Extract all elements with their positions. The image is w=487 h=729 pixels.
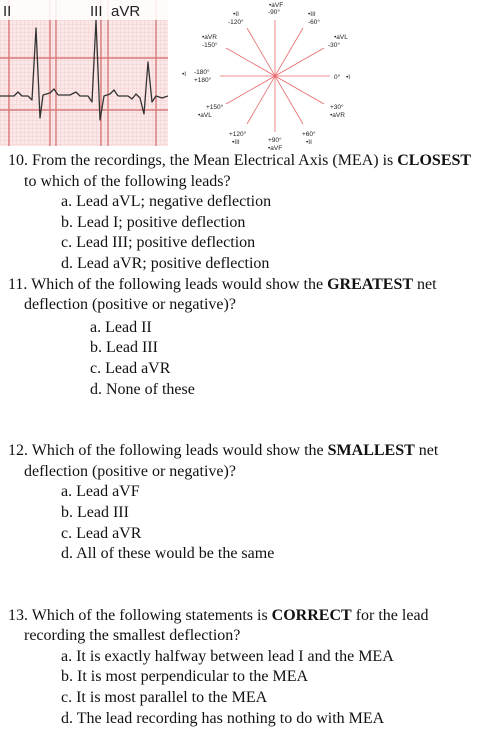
question-10-option-c[interactable]: c. Lead III; positive deflection xyxy=(61,234,256,252)
svg-text:•III: •III xyxy=(308,11,316,18)
question-11-option-d[interactable]: d. None of these xyxy=(90,380,195,398)
hexaxial-wheel xyxy=(180,0,370,156)
ecg-label-avr: aVR xyxy=(111,3,141,20)
question-13-option-b[interactable]: b. It is most perpendicular to the MEA xyxy=(61,668,309,686)
svg-text:•III: •III xyxy=(232,139,240,146)
svg-text:•aVR: •aVR xyxy=(330,112,345,119)
question-10-stem: 10. From the recordings, the Mean Electrical Axis (MEA) is CLOSEST to which of the following leads? xyxy=(8,152,472,190)
svg-text:•II: •II xyxy=(306,139,312,146)
question-10-option-d[interactable]: d. Lead aVR; positive deflection xyxy=(61,254,270,272)
svg-text:•I: •I xyxy=(346,74,351,81)
svg-text:-150°: -150° xyxy=(202,42,218,49)
question-13-option-a[interactable]: a. It is exactly halfway between lead I and the MEA xyxy=(61,647,394,665)
svg-text:+60°: +60° xyxy=(302,131,316,138)
svg-text:+30°: +30° xyxy=(330,104,344,111)
svg-text:•aVR: •aVR xyxy=(202,34,217,41)
svg-text:-30°: -30° xyxy=(328,42,340,49)
question-11-option-c[interactable]: c. Lead aVR xyxy=(90,359,171,377)
question-12-option-d[interactable]: d. All of these would be the same xyxy=(61,545,275,563)
svg-text:•aVF: •aVF xyxy=(268,145,283,152)
question-11-option-b[interactable]: b. Lead III xyxy=(90,339,158,357)
svg-text:0°: 0° xyxy=(334,74,341,81)
svg-text:•aVF: •aVF xyxy=(269,2,284,9)
question-12-option-a[interactable]: a. Lead aVF xyxy=(61,483,140,501)
svg-text:-60°: -60° xyxy=(308,19,320,26)
question-12-option-b[interactable]: b. Lead III xyxy=(61,503,129,521)
svg-text:+90°: +90° xyxy=(268,137,282,144)
ecg-label-ii: II xyxy=(3,3,12,20)
question-10-option-b[interactable]: b. Lead I; positive deflection xyxy=(61,213,246,231)
svg-text:•aVL: •aVL xyxy=(198,112,212,119)
svg-text:-120°: -120° xyxy=(228,19,244,26)
question-10-option-a[interactable]: a. Lead aVL; negative deflection xyxy=(61,193,272,211)
axis-labels xyxy=(182,2,350,152)
svg-text:+180°: +180° xyxy=(194,77,212,84)
svg-text:•I: •I xyxy=(182,71,187,78)
question-11-stem: 11. Which of the following leads would show the GREATEST net deflection (positive or negative)? xyxy=(8,275,437,314)
svg-text:+120°: +120° xyxy=(229,131,247,138)
svg-text:•II: •II xyxy=(233,11,239,18)
svg-text:-180°: -180° xyxy=(194,69,210,76)
question-13-option-c[interactable]: c. It is most parallel to the MEA xyxy=(61,689,268,707)
question-12-option-c[interactable]: c. Lead aVR xyxy=(61,524,142,542)
svg-text:-90°: -90° xyxy=(268,9,280,16)
question-11-option-a[interactable]: a. Lead II xyxy=(90,318,152,336)
ecg-strips xyxy=(0,0,168,146)
ecg-label-iii: III xyxy=(90,3,103,20)
question-list xyxy=(0,151,487,729)
svg-text:+150°: +150° xyxy=(206,104,224,111)
question-13-option-d[interactable]: d. The lead recording has nothing to do with MEA xyxy=(61,709,385,727)
question-12-stem: 12. Which of the following leads would show the SMALLEST net deflection (positive or negative)? xyxy=(8,442,439,480)
question-13-stem: 13. Which of the following statements is CORRECT for the lead recording the smallest deflection? xyxy=(8,606,429,645)
svg-text:•aVL: •aVL xyxy=(334,34,348,41)
